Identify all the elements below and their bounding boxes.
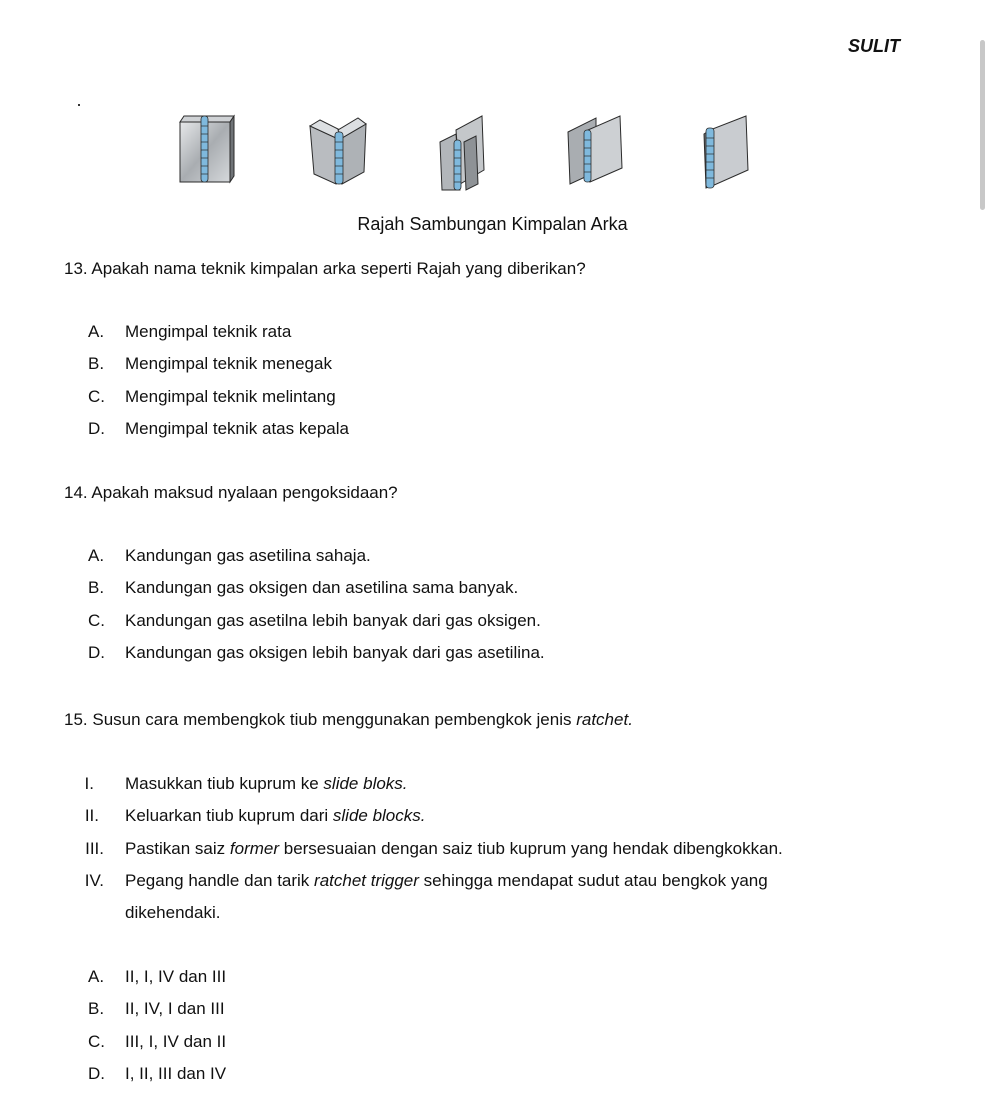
option-text: Mengimpal teknik melintang bbox=[125, 387, 336, 406]
question-14: 14. Apakah maksud nyalaan pengoksidaan? bbox=[64, 483, 398, 502]
figure-caption: Rajah Sambungan Kimpalan Arka bbox=[357, 214, 628, 234]
option-key: C. bbox=[88, 611, 105, 630]
step-text: Pegang handle dan tarik bbox=[125, 871, 315, 890]
option-key: A. bbox=[88, 546, 105, 565]
question-13: 13. Apakah nama teknik kimpalan arka seperti Rajah yang diberikan? bbox=[64, 259, 586, 278]
q13-option-a[interactable] bbox=[88, 322, 291, 342]
option-key: D. bbox=[88, 643, 105, 662]
q15-option-d[interactable] bbox=[88, 1064, 226, 1084]
step-italic: ratchet trigger bbox=[314, 871, 419, 890]
step-text: Keluarkan tiub kuprum dari bbox=[125, 806, 333, 825]
option-text: Kandungan gas oksigen dan asetilina sama banyak. bbox=[125, 578, 519, 597]
option-text: II, I, IV dan III bbox=[125, 967, 227, 986]
option-text: Kandungan gas asetilina sahaja. bbox=[125, 546, 371, 565]
option-key: B. bbox=[88, 578, 105, 597]
question-15-italic: ratchet. bbox=[576, 710, 633, 729]
option-text: Mengimpal teknik rata bbox=[125, 322, 292, 341]
q13-option-b[interactable] bbox=[88, 354, 332, 374]
option-key: A. bbox=[88, 322, 105, 341]
option-key: D. bbox=[88, 1064, 105, 1083]
q14-option-d[interactable] bbox=[88, 643, 545, 663]
step-italic: slide bloks. bbox=[323, 774, 408, 793]
butt-weld-flat-icon bbox=[176, 112, 236, 184]
question-15 bbox=[64, 710, 633, 730]
option-text: Kandungan gas oksigen lebih banyak dari gas asetilina. bbox=[125, 643, 545, 662]
step-text-post: sehingga mendapat sudut atau bengkok yang bbox=[418, 871, 768, 890]
stray-dot bbox=[78, 104, 80, 106]
step-text-post: bersesuaian dengan saiz tiub kuprum yang hendak dibengkokkan. bbox=[279, 839, 783, 858]
step-key: IV. bbox=[84, 871, 104, 890]
v-groove-weld-icon bbox=[308, 112, 370, 186]
option-key: D. bbox=[88, 419, 105, 438]
option-key: C. bbox=[88, 387, 105, 406]
q14-option-c[interactable] bbox=[88, 611, 541, 631]
q15-step-4-continuation: dikehendaki. bbox=[125, 903, 221, 922]
q15-step-4 bbox=[78, 871, 768, 891]
step-key: II. bbox=[84, 806, 99, 825]
step-key: I. bbox=[84, 774, 94, 793]
weld-figures bbox=[0, 112, 985, 197]
t-joint-weld-icon bbox=[436, 112, 488, 192]
q15-option-c[interactable] bbox=[88, 1032, 226, 1052]
q15-step-1 bbox=[78, 774, 408, 794]
option-key: A. bbox=[88, 967, 105, 986]
option-text: Kandungan gas asetilna lebih banyak dari gas oksigen. bbox=[125, 611, 541, 630]
step-text: Masukkan tiub kuprum ke bbox=[125, 774, 324, 793]
q15-option-a[interactable] bbox=[88, 967, 226, 987]
q13-option-d[interactable] bbox=[88, 419, 349, 439]
step-italic: former bbox=[229, 839, 280, 858]
lap-joint-weld-icon bbox=[566, 112, 626, 186]
option-text: I, II, III dan IV bbox=[125, 1064, 227, 1083]
option-text: Mengimpal teknik menegak bbox=[125, 354, 332, 373]
q15-step-3 bbox=[78, 839, 783, 859]
option-text: II, IV, I dan III bbox=[125, 999, 225, 1018]
q13-option-c[interactable] bbox=[88, 387, 336, 407]
option-key: C. bbox=[88, 1032, 105, 1051]
header-sulit: SULIT bbox=[848, 36, 900, 56]
edge-joint-weld-icon bbox=[700, 112, 754, 190]
option-text: Mengimpal teknik atas kepala bbox=[125, 419, 349, 438]
step-key: III. bbox=[85, 839, 104, 858]
option-text: III, I, IV dan II bbox=[125, 1032, 227, 1051]
option-key: B. bbox=[88, 999, 105, 1018]
step-italic: slide blocks. bbox=[332, 806, 426, 825]
q14-option-a[interactable] bbox=[88, 546, 371, 566]
q15-step-2 bbox=[78, 806, 426, 826]
question-15-text: 15. Susun cara membengkok tiub menggunakan pembengkok jenis bbox=[64, 710, 577, 729]
step-text: Pastikan saiz bbox=[125, 839, 230, 858]
q15-option-b[interactable] bbox=[88, 999, 225, 1019]
option-key: B. bbox=[88, 354, 105, 373]
q14-option-b[interactable] bbox=[88, 578, 518, 598]
